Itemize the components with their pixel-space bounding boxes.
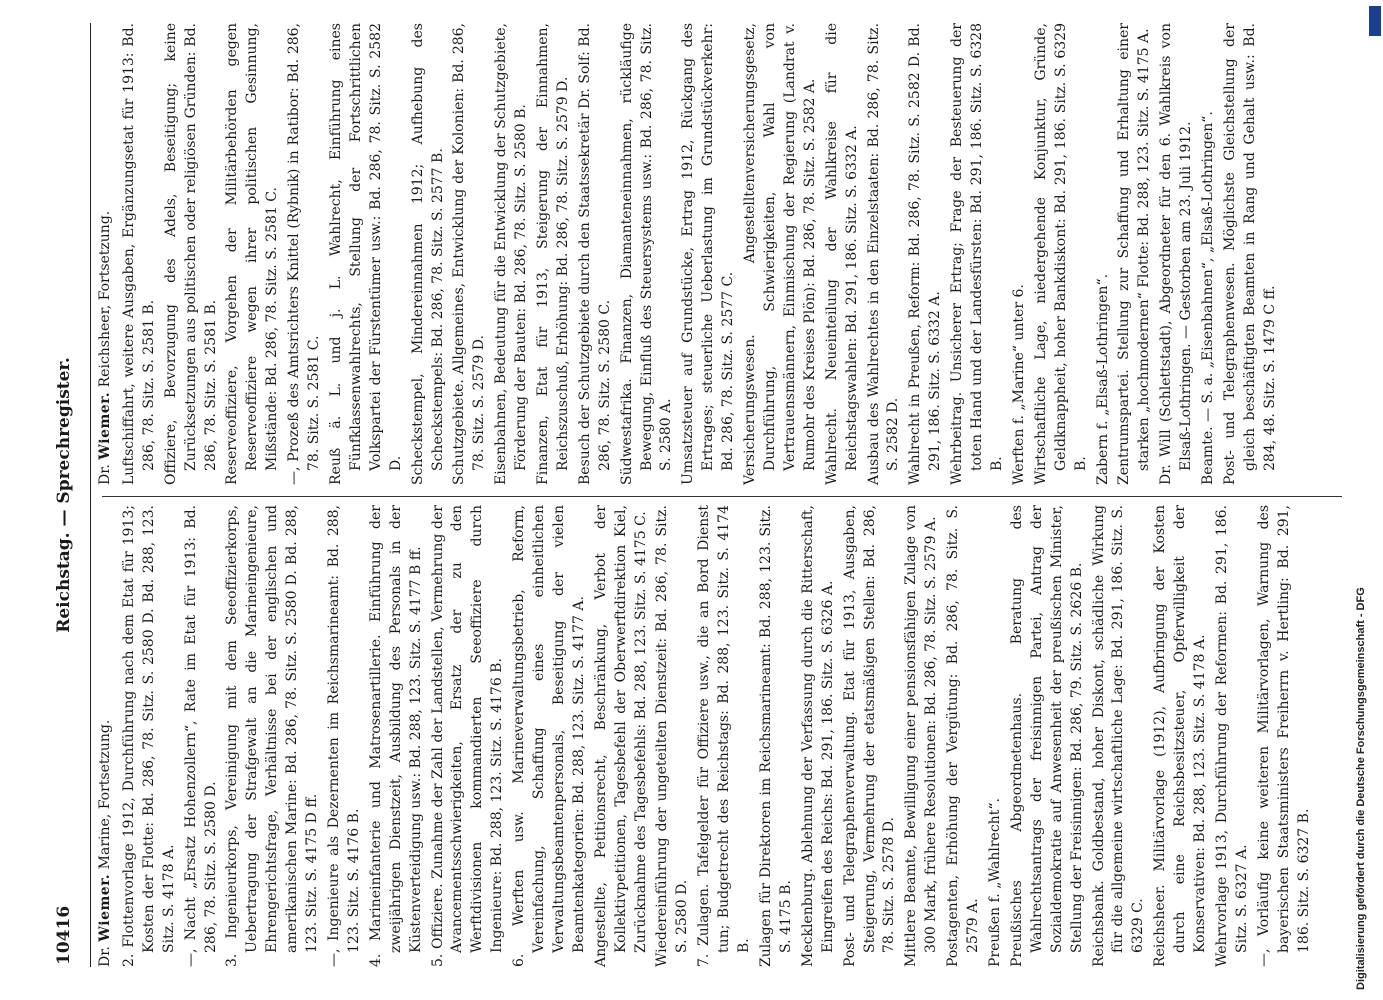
register-entry: Mecklenburg. Ablehnung der Verfassung durch die Ritterschaft, Eingreifen des Reichs: Bd. 291, 186. Sitz. S. 6326 A. [799,505,836,967]
right-entry-list [120,23,1281,485]
register-entry: Wahlrecht. Neueinteilung der Wahlkreise für die Reichstagswahlen: Bd. 291, 186. Sitz. S. 6332 A. [823,23,860,485]
register-entry: Zabern f. „Elsaß-Lothringen“. [1094,273,1111,485]
dfg-credit-line: Digitalisierung gefördert durch die Deutsche Forschungsgemeinschaft - DFG [1355,587,1367,990]
register-entry: Mittlere Beamte, Bewilligung einer pensionsfähigen Zulage von 300 Mark, frühere Resolutionen: Bd. 286, 78. Sitz. S. 2579 A. [903,505,940,967]
register-entry: —, Vorläufig keine weiteren Militärvorlagen, Warnung des bayerischen Staatsministers Freiherrn v. Hertling: Bd. 291, 186. Sitz. S. 6327 B. [1255,505,1312,967]
register-entry: 5. Offiziere. Zunahme der Zahl der Landstellen, Vermehrung der Avancementsschwierigkeiten, Ersatz der zu den Werftdivisionen kommandierten Seeoffiziere durch Ingenieure: Bd. 288, 123. Sitz. S. 4176 B. [429,505,506,967]
register-entry: Beamte. — S. a. „Eisenbahnen“, „Elsaß-Lothringen“. [1200,111,1217,485]
register-entry: Preußisches Abgeordnetenhaus. Beratung des Wahlrechtsantrags der freisinnigen Partei, Antrag der Sozialdemokratie auf Anwesenheit der preußischen Minister, Stellung der Freisinnigen: Bd. 286, 79. Sitz. S. 2626 B. [1008,505,1085,967]
register-entry: Reuß ä. L. und j. L. Wahlrecht, Einführung eines Fünfklassenwahlrechts, Stellung der Fortschrittlichen Volkspartei der Fürstentümer usw.: Bd. 286, 78. Sitz. S. 2582 D. [327,23,404,485]
register-entry: Luftschiffahrt, weitere Ausgaben, Ergänzungsetat für 1913: Bd. 286, 78. Sitz. S. 2581 B. [120,23,157,485]
register-entry: Reichsbank. Goldbestand, hoher Diskont, schädliche Wirkung für die allgemeine wirtschaftliche Lage: Bd. 291, 186. Sitz. S. 6329 C. [1090,505,1147,967]
left-column [96,505,1346,967]
register-entry: Post- und Telegraphenwesen. Möglichste Gleichstellung der gleich beschäftigten Beamten in Rang und Gehalt usw.: Bd. 284, 48. Sitz. S. 1479 C ff. [1221,23,1278,485]
register-entry: Preußen f. „Wahlrecht“. [986,798,1003,967]
register-entry: Besuch der Schutzgebiete durch den Staatssekretär Dr. Solf: Bd. 286, 78. Sitz. S. 2580 C. [576,23,613,485]
register-entry: —, Ingenieure als Dezernenten im Reichsmarineamt: Bd. 288, 123. Sitz. S. 4176 B. [325,505,362,967]
register-entry: 4. Marineinfanterie und Matrosenartillerie. Einführung der zweijährigen Dienstzeit, Ausbildung des Personals in der Küstenverteidigung usw.: Bd. 288, 123. Sitz. S. 4177 B ff. [367,505,424,967]
column-separator [102,496,1342,497]
register-entry: Wehrvorlage 1913, Durchführung der Reformen: Bd. 291, 186. Sitz. S. 6327 A. [1213,505,1250,967]
right-heading-topic: Reichsheer, Fortsetzung. [97,210,113,388]
register-entry: Reichsheer. Militärvorlage (1912), Aufbringung der Kosten durch eine Reichsbesitzsteuer, Opferwilligkeit der Konservativen: Bd. 288, 123. Sitz. S. 4178 A. [1152,505,1209,967]
left-entry-list [120,505,1315,967]
right-column [96,23,1346,485]
left-column-heading [96,505,116,967]
page-header [50,15,84,975]
register-entry: Wahlrecht in Preußen, Reform: Bd. 286, 78. Sitz. S. 2582 D. Bd. 291, 186. Sitz. S. 6332 A. [907,23,944,485]
register-entry: 2. Flottenvorlage 1912, Durchführung nach dem Etat für 1913; Kosten der Flotte: Bd. 286, 78. Sitz. S. 2580 D. Bd. 288, 123. Sitz. S. 4178 A. [120,505,177,967]
register-entry: Wehrbeitrag. Unsicherer Ertrag; Frage der Besteuerung der toten Hand und der Landesfürsten: Bd. 291, 186. Sitz. S. 6328 B. [949,23,1005,485]
register-entry: Postagenten, Erhöhung der Vergütung: Bd. 286, 78. Sitz. S. 2579 A. [945,505,982,967]
register-entry: Offiziere, Bevorzugung des Adels, Beseitigung; keine Zurücksetzungen aus politischen oder religiösen Gründen: Bd. 286, 78. Sitz. S. 2581 B. [162,23,219,485]
register-entry: Dr. Will (Schlettstadt), Abgeordneter für den 6. Wahlkreis von Elsaß-Lothringen. — Gestorben am 23. Juli 1912. [1158,23,1195,485]
register-entry: 3. Ingenieurkorps, Vereinigung mit dem Seeoffizierkorps, Uebertragung der Strafgewalt an die Marineingenieure, Ehrengerichtsfrage, Verhältnisse bei der englischen und amerikanischen Marine: Bd. 286, 78. Sitz. S. 2580 D. Bd. 288, 123. Sitz. S. 4175 D ff. [224,505,321,967]
right-column-heading [96,23,116,485]
register-entry: Südwestafrika. Finanzen, Diamanteneinnahmen, rückläufige Bewegung, Einfluß des Steuersystems usw.: Bd. 286, 78. Sitz. S. 2580 A. [618,23,675,485]
register-entry: Post- und Telegraphenverwaltung. Etat für 1913, Ausgaben, Steigerung, Vermehrung der etatsmäßigen Stellen: Bd. 286, 78. Sitz. S. 2578 D. [841,505,898,967]
right-heading-prefix: Dr. [97,464,113,485]
dfg-logo [1369,6,1381,36]
register-entry: Finanzen, Etat für 1913, Steigerung der Einnahmen, Reichszuschuß, Erhöhung: Bd. 286, 78. Sitz. S. 2579 D. [535,23,571,485]
left-heading-topic: Marine, Fortsetzung. [97,719,113,870]
register-entry: Werften f. „Marine“ unter 6. [1010,284,1027,485]
register-entry: Umsatzsteuer auf Grundstücke, Ertrag 1912, Rückgang des Ertrages; steuerliche Ueberlastung im Grundstückverkehr: Bd. 286, 78. Sitz. S. 2577 C. [680,23,737,485]
rotated-register-page [50,15,1350,975]
register-entry: Wirtschaftliche Lage, niedergehende Konjunktur, Gründe, Geldknappheit, hoher Bankdiskont: Bd. 291, 186. Sitz. S. 6329 B. [1032,23,1089,485]
header-rule [90,23,91,967]
register-entry: Schutzgebiete. Allgemeines, Entwicklung der Kolonien: Bd. 286, 78. Sitz. S. 2579 D. [451,23,488,485]
register-entry: Reserveoffiziere, Vorgehen der Militärbehörden gegen Reserveoffiziere wegen ihrer politischen Gesinnung, Mißstände: Bd. 286, 78. Sitz. S. 2581 C. [224,23,281,485]
register-entry: Zulagen für Direktoren im Reichsmarineamt: Bd. 288, 123. Sitz. S. 4175 B. [758,505,794,967]
page-title: Reichstag. — Sprechregister. [54,357,74,633]
register-entry: 6. Werften usw. Marineverwaltungsbetrieb, Reform, Vereinfachung, Schaffung eines einheitlichen Verwaltungsbeamtenpersonals, Beseitigung der vielen Beamtenkategorien: Bd. 288, 123. Sitz. S. 4177 A. [511,505,587,967]
register-entry: Angestellte, Petitionsrecht, Beschränkung, Verbot der Kollektivpetitionen, Tagesbefehl der Oberwerftdirektion Kiel, Zurücknahme des Tagesbefehls: Bd. 288, 123. Sitz. S. 4175 C. [592,505,649,967]
left-heading-prefix: Dr. [97,946,113,967]
page-number: 10416 [54,905,74,965]
right-heading-name: Wiemer. [97,391,113,460]
register-entry: Wiedereinführung der ungeteilten Dienstzeit: Bd. 286, 78. Sitz. S. 2580 D. [654,505,691,967]
register-entry: Eisenbahnen, Bedeutung für die Entwicklung der Schutzgebiete, Förderung der Bauten: Bd. 286, 78. Sitz. S. 2580 B. [493,23,530,485]
register-entry: Versicherungswesen. Angestelltenversicherungsgesetz, Durchführung, Schwierigkeiten, Wahl von Vertrauensmännern, Einmischung der Regierung (Landrat v. Rumohr des Kreises Plön): Bd. 286, 78. Sitz. S. 2582 A. [742,23,818,485]
register-entry: Zentrumspartei. Stellung zur Schaffung und Erhaltung einer starken „hochmodernen“ Flotte: Bd. 288, 123. Sitz. S. 4175 A. [1116,23,1153,485]
register-entry: —, Prozeß des Amtsrichters Knittel (Rybnik) in Ratibor: Bd. 286, 78. Sitz. S. 2581 C. [286,23,323,485]
register-entry: —, Nacht „Ersatz Hohenzollern“, Rate im Etat für 1913: Bd. 286, 78. Sitz. S. 2580 D. [182,505,219,967]
left-heading-name: Wiemer. [97,873,113,942]
register-entry: 7. Zulagen. Tafelgelder für Offiziere usw., die an Bord Dienst tun; Budgetrecht des Reichstags: Bd. 288, 123. Sitz. S. 4174 B. [696,505,753,967]
register-entry: Scheckstempel, Mindereinnahmen 1912; Aufhebung des Scheckstempels: Bd. 286, 78. Sitz. S. 2577 B. [409,23,446,485]
register-entry: Ausbau des Wahlrechtes in den Einzelstaaten: Bd. 286, 78. Sitz. S. 2582 D. [865,23,902,485]
